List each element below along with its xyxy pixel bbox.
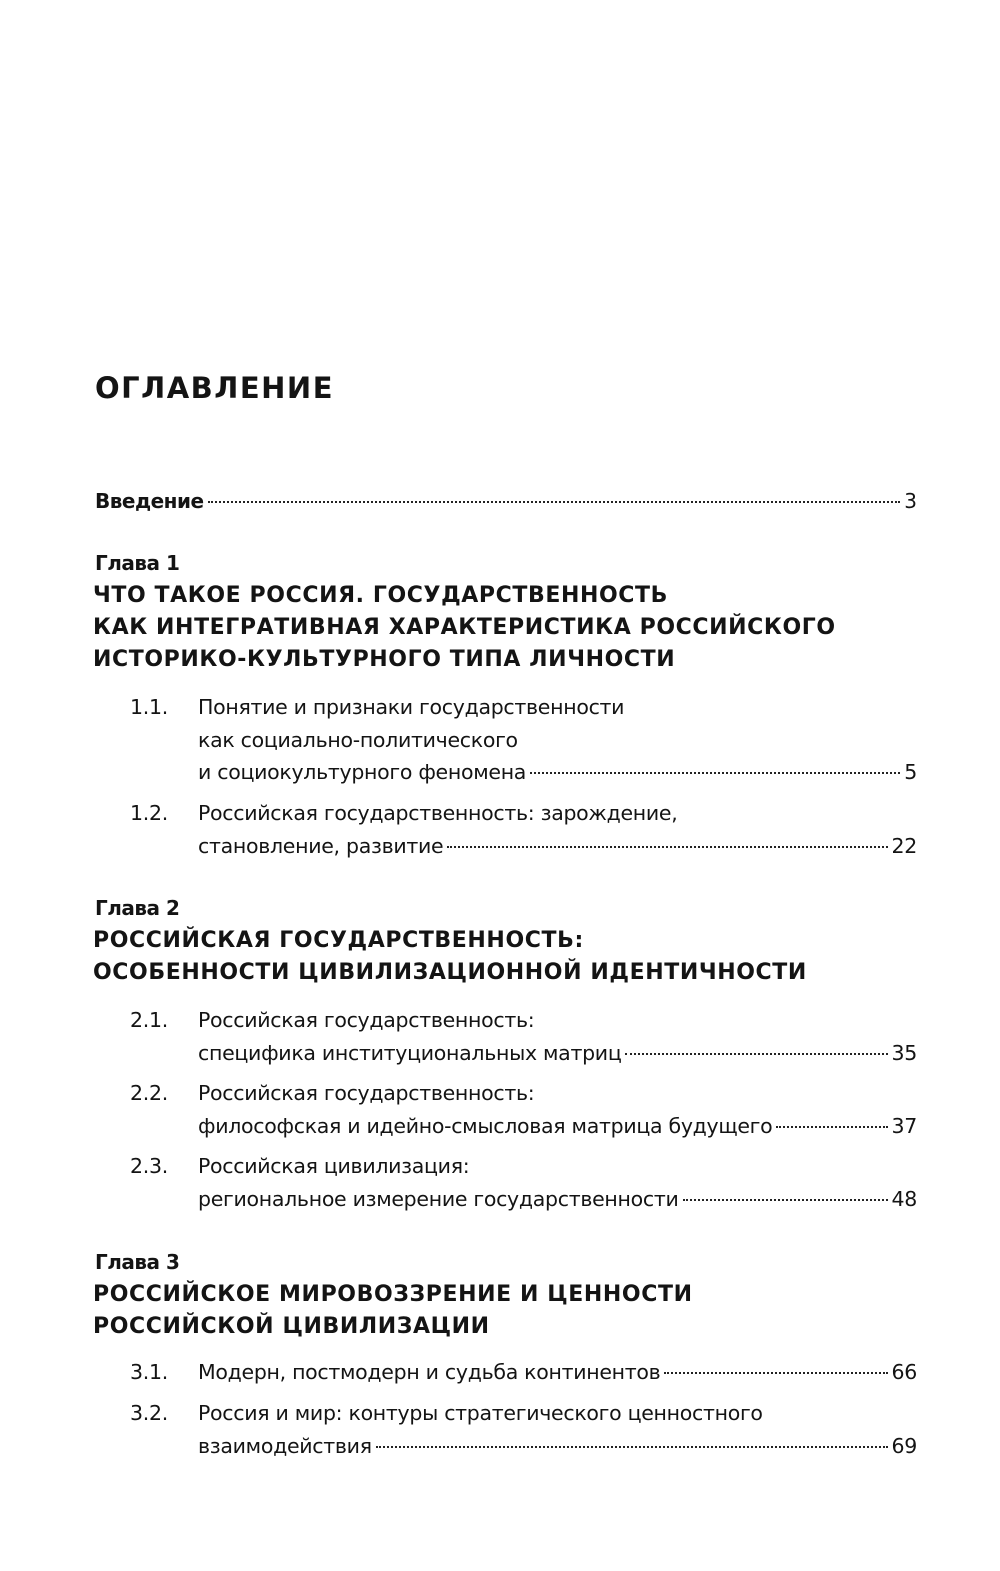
dot-leader [664, 1372, 887, 1374]
section-number: 3.2. [130, 1401, 168, 1425]
section-title [198, 1004, 917, 1069]
section-title-last-line [198, 830, 917, 863]
section-title-line: Понятие и признаки государственности [198, 695, 625, 719]
chapter-heading-line: КАК ИНТЕГРАТИВНАЯ ХАРАКТЕРИСТИКА РОССИЙСКОГО [93, 615, 836, 640]
dot-leader [683, 1199, 888, 1201]
section-title-line: становление, развитие [198, 833, 444, 858]
chapter-heading-line: РОССИЙСКАЯ ГОСУДАРСТВЕННОСТЬ: [93, 928, 584, 953]
dot-leader [530, 772, 900, 774]
chapter-2-label: Глава 2 [95, 896, 180, 920]
section-title-last-line [198, 1183, 917, 1216]
section-title-last-line [198, 1430, 917, 1463]
section-title-line: Модерн, постмодерн и судьба континентов [198, 1360, 661, 1384]
chapter-heading-line: ИСТОРИКО-КУЛЬТУРНОГО ТИПА ЛИЧНОСТИ [93, 647, 676, 672]
section-title-last-line [198, 1356, 917, 1389]
page-number: 66 [891, 1360, 917, 1384]
section-title-line: взаимодействия [198, 1433, 372, 1458]
section-title [198, 1397, 917, 1462]
page-number: 37 [891, 1113, 917, 1138]
dot-leader [776, 1126, 887, 1128]
page-number: 3 [904, 489, 917, 513]
section-title-line: как социально-политического [198, 727, 518, 752]
dot-leader [625, 1053, 887, 1055]
toc-entry-section-2-1[interactable] [130, 1004, 917, 1069]
section-title [198, 797, 917, 862]
section-title-line: и социокультурного феномена [198, 760, 527, 784]
section-title-last-line [198, 1110, 917, 1143]
chapter-2-heading[interactable] [93, 925, 933, 989]
section-title-line: Российская государственность: зарождение, [198, 801, 678, 825]
section-title [198, 1077, 917, 1142]
page-number: 22 [891, 833, 917, 858]
toc-entry-section-3-1[interactable] [130, 1356, 917, 1389]
chapter-heading-line: РОССИЙСКОЙ ЦИВИЛИЗАЦИИ [93, 1314, 490, 1339]
page-number: 48 [891, 1186, 917, 1211]
section-number: 2.1. [130, 1008, 168, 1032]
section-number: 1.2. [130, 801, 168, 825]
section-title-line: философская и идейно-смысловая матрица будущего [198, 1113, 773, 1138]
dot-leader [208, 501, 901, 503]
toc-title: ОГЛАВЛЕНИЕ [95, 371, 335, 405]
chapter-3-label: Глава 3 [95, 1250, 180, 1274]
page-number: 35 [891, 1040, 917, 1065]
section-title [198, 691, 917, 789]
section-title-line: Российская государственность: [198, 1008, 535, 1032]
section-title-last-line [198, 1037, 917, 1070]
dot-leader [376, 1446, 888, 1448]
section-number: 3.1. [130, 1360, 168, 1384]
dot-leader [447, 846, 887, 848]
section-title-line: Россия и мир: контуры стратегического ценностного [198, 1401, 763, 1425]
section-title-line: Российская государственность: [198, 1081, 535, 1105]
page-number: 69 [891, 1433, 917, 1458]
section-number: 1.1. [130, 695, 168, 719]
chapter-heading-line: ОСОБЕННОСТИ ЦИВИЛИЗАЦИОННОЙ ИДЕНТИЧНОСТИ [93, 960, 807, 985]
toc-entry-section-2-3[interactable] [130, 1150, 917, 1215]
toc-entry-section-1-1[interactable] [130, 691, 917, 789]
section-number: 2.3. [130, 1154, 168, 1178]
chapter-3-heading[interactable] [93, 1279, 933, 1343]
section-title [198, 1150, 917, 1215]
section-title-last-line [198, 756, 917, 789]
toc-entry-section-2-2[interactable] [130, 1077, 917, 1142]
section-title-line: региональное измерение государственности [198, 1186, 679, 1211]
page-number: 5 [904, 760, 917, 784]
section-title-line: Российская цивилизация: [198, 1154, 470, 1178]
section-title [198, 1356, 917, 1389]
chapter-heading-line: ЧТО ТАКОЕ РОССИЯ. ГОСУДАРСТВЕННОСТЬ [93, 583, 669, 608]
toc-entry-section-3-2[interactable] [130, 1397, 917, 1462]
chapter-1-label: Глава 1 [95, 551, 180, 575]
section-number: 2.2. [130, 1081, 168, 1105]
toc-entry-introduction[interactable] [95, 486, 917, 516]
chapter-1-heading[interactable] [93, 580, 933, 676]
toc-entry-section-1-2[interactable] [130, 797, 917, 862]
section-title-line: специфика институциональных матриц [198, 1040, 622, 1065]
intro-label: Введение [95, 489, 204, 513]
chapter-heading-line: РОССИЙСКОЕ МИРОВОЗЗРЕНИЕ И ЦЕННОСТИ [93, 1282, 693, 1307]
